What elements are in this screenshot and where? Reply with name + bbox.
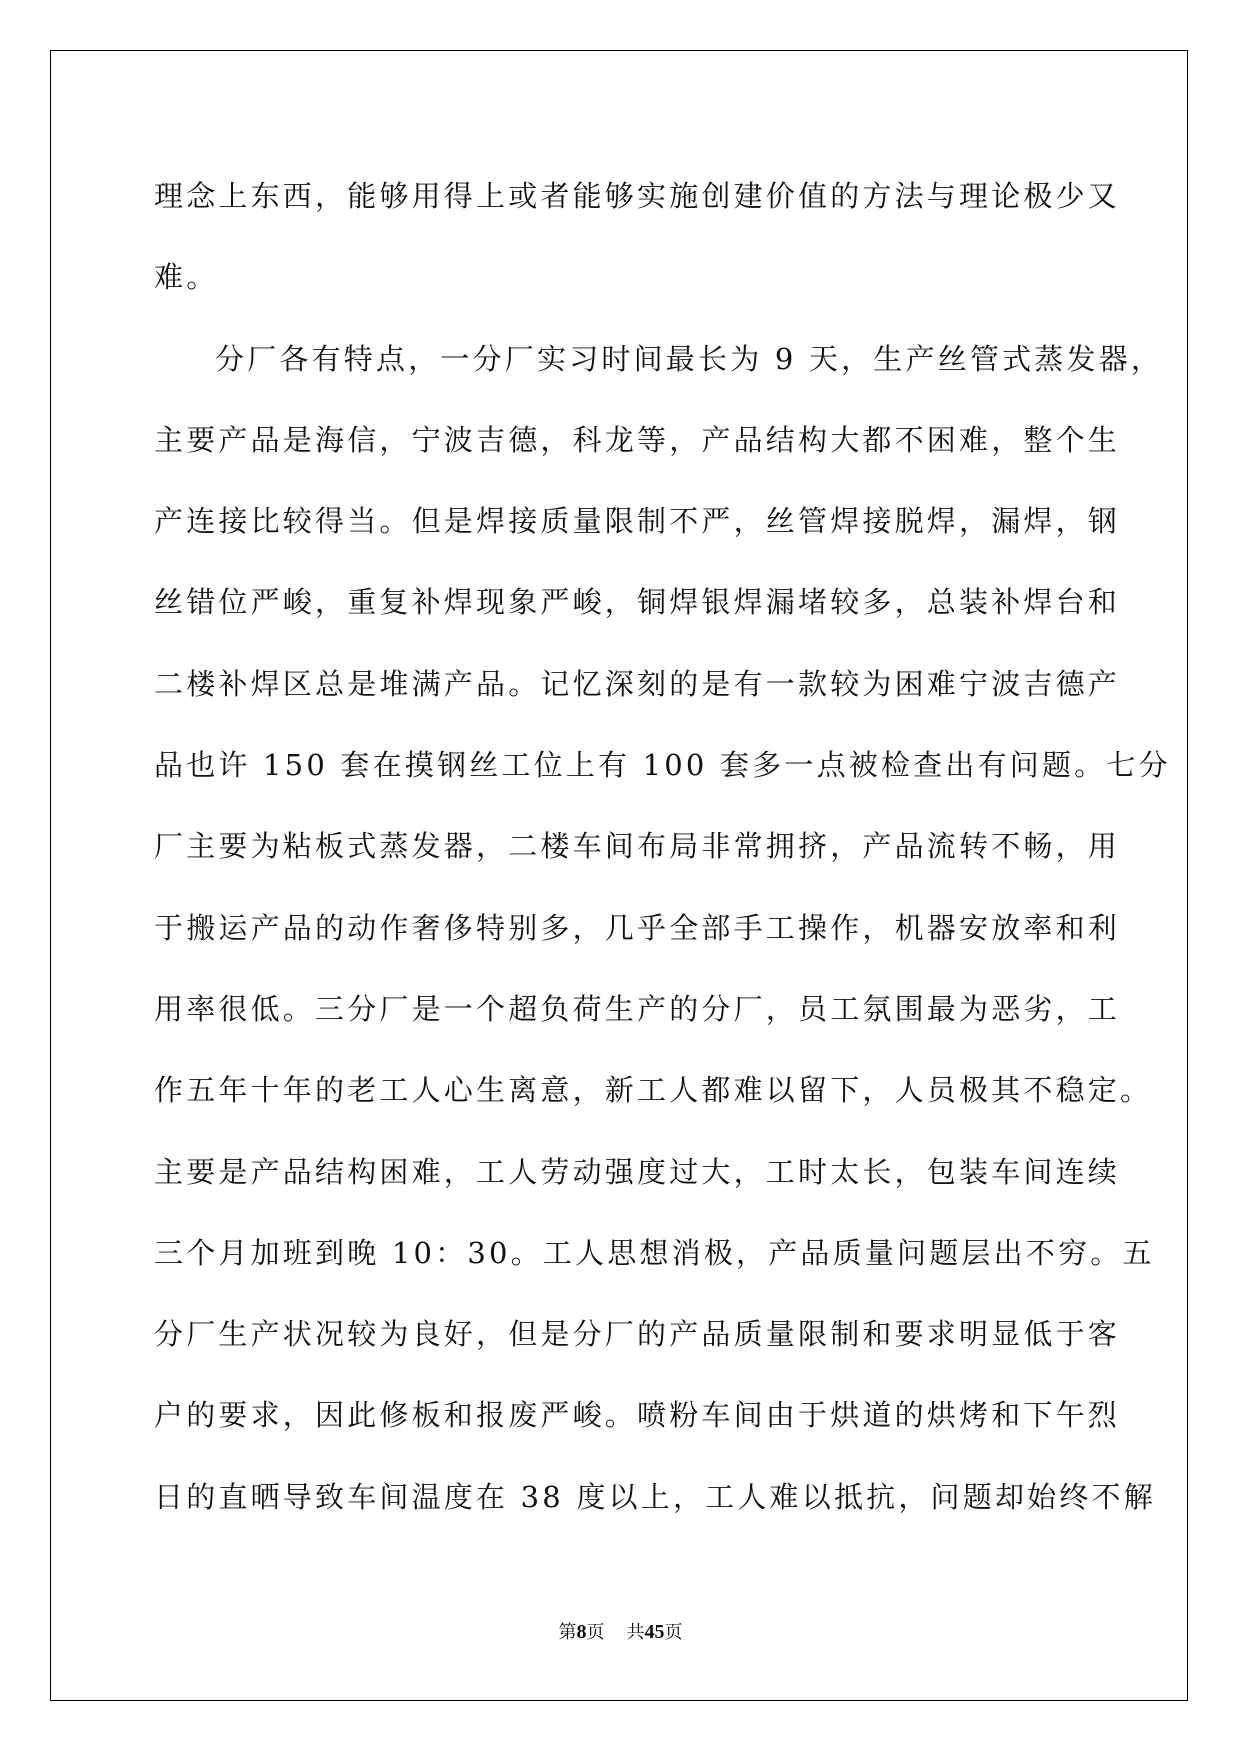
footer-total-unit: 页 [664, 1622, 683, 1643]
text-line: 厂主要为粘板式蒸发器，二楼车间布局非常拥挤，产品流转不畅，用 [154, 829, 1121, 864]
text-line: 用率很低。三分厂是一个超负荷生产的分厂，员工氛围最为恶劣，工 [154, 991, 1121, 1026]
page-footer [0, 1618, 1241, 1644]
text-line: 丝错位严峻，重复补焊现象严峻，铜焊银焊漏堵较多，总装补焊台和 [154, 585, 1121, 620]
text-line: 品也许 150 套在摸钢丝工位上有 100 套多一点被检查出有问题。七分 [154, 748, 1171, 783]
total-pages: 45 [644, 1621, 665, 1643]
document-body [154, 156, 1171, 1538]
text-line: 产连接比较得当。但是焊接质量限制不严，丝管焊接脱焊，漏焊，钢 [154, 504, 1121, 539]
text-line: 难。 [154, 260, 219, 295]
text-line: 于搬运产品的动作奢侈特别多，几乎全部手工操作，机器安放率和利 [154, 910, 1121, 945]
footer-total-prefix: 共 [626, 1622, 645, 1643]
paragraph-start-line: 分厂各有特点，一分厂实习时间最长为 9 天，生产丝管式蒸发器， [215, 341, 1164, 376]
text-line: 主要是产品结构困难，工人劳动强度过大，工时太长，包装车间连续 [154, 1154, 1121, 1189]
text-line: 分厂生产状况较为良好，但是分厂的产品质量限制和要求明显低于客 [154, 1317, 1121, 1352]
footer-prefix: 第 [558, 1622, 577, 1643]
text-line: 作五年十年的老工人心生离意，新工人都难以留下，人员极其不稳定。 [154, 1073, 1153, 1108]
page-number: 8 [576, 1621, 587, 1643]
text-line: 户的要求，因此修板和报废严峻。喷粉车间由于烘道的烘烤和下午烈 [154, 1398, 1121, 1433]
text-line: 理念上东西，能够用得上或者能够实施创建价值的方法与理论极少又 [154, 179, 1121, 213]
text-line: 日的直晒导致车间温度在 38 度以上，工人难以抵抗，问题却始终不解 [154, 1479, 1156, 1514]
text-line: 二楼补焊区总是堆满产品。记忆深刻的是有一款较为困难宁波吉德产 [154, 666, 1121, 701]
text-line: 主要产品是海信，宁波吉德，科龙等，产品结构大都不困难，整个生 [154, 422, 1121, 457]
text-line: 三个月加班到晚 10：30。工人思想消极，产品质量问题层出不穷。五 [154, 1235, 1155, 1270]
footer-page-unit: 页 [586, 1622, 605, 1643]
